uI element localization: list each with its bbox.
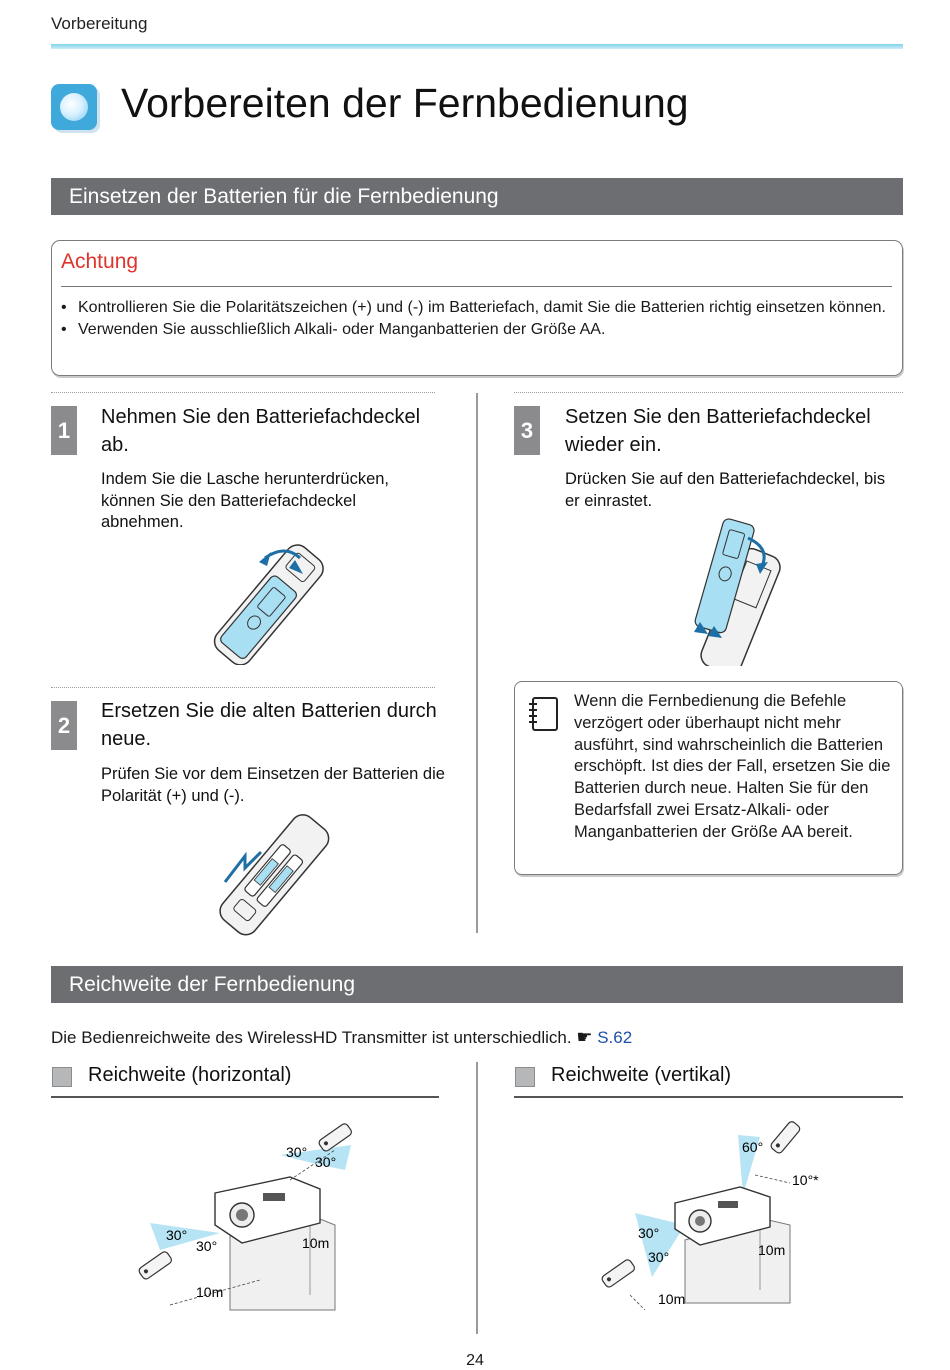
horizontal-distance-label: 10m (196, 1284, 224, 1300)
step-number-badge: 2 (51, 701, 77, 750)
horizontal-range-diagram (120, 1115, 380, 1320)
step-heading: Setzen Sie den Batteriefachdeckel wieder ein. (565, 406, 871, 456)
page-reference-link[interactable]: S.62 (597, 1028, 633, 1047)
subheading-horizontal: Reichweite (horizontal) (88, 1064, 292, 1086)
running-header: Vorbereitung (51, 14, 148, 33)
header-rule (51, 44, 903, 49)
chapter-title: Vorbereiten der Fernbedienung (121, 80, 689, 126)
chapter-icon (51, 84, 97, 130)
subheading-rule (514, 1096, 903, 1098)
vertical-angle-label: 60° (742, 1139, 764, 1155)
caution-item: • Verwenden Sie ausschließlich Alkali- oder Manganbatterien der Größe AA. (61, 319, 896, 341)
vertical-angle-label: 30° (648, 1249, 670, 1265)
horizontal-angle-label: 30° (196, 1238, 218, 1254)
caution-title: Achtung (61, 250, 139, 273)
column-divider (476, 393, 478, 933)
page-number: 24 (466, 1352, 484, 1369)
note-box (514, 681, 903, 875)
step-heading: Nehmen Sie den Batteriefachdeckel ab. (101, 406, 421, 456)
step-body: Prüfen Sie vor dem Einsetzen der Batterien die Polarität (+) und (-). (101, 765, 445, 805)
column-divider (476, 1062, 478, 1334)
vertical-distance-label: 10m (658, 1291, 686, 1307)
step-divider (51, 687, 435, 688)
subheading-marker (52, 1067, 72, 1087)
caution-list (61, 297, 896, 340)
pointing-hand-icon: ☛ (576, 1027, 593, 1047)
step-heading: Ersetzen Sie die alten Batterien durch neue. (101, 700, 437, 750)
vertical-distance-label: 10m (758, 1242, 786, 1258)
battery-replacement-illustration (205, 812, 335, 937)
range-intro-text: Die Bedienreichweite des WirelessHD Transmitter ist unterschiedlich. (51, 1028, 572, 1047)
step-divider (51, 392, 435, 393)
notebook-icon (527, 696, 561, 734)
range-intro (51, 1027, 632, 1048)
horizontal-angle-label: 30° (166, 1227, 188, 1243)
step-number-badge: 3 (514, 406, 540, 455)
horizontal-angle-label: 30° (315, 1154, 337, 1170)
step-divider (514, 392, 903, 393)
horizontal-distance-label: 10m (302, 1235, 330, 1251)
caution-box (51, 240, 903, 376)
section-heading-batteries: Einsetzen der Batterien für die Fernbedienung (51, 178, 903, 215)
horizontal-angle-label: 30° (286, 1144, 308, 1160)
caution-item: • Kontrollieren Sie die Polaritätszeichen (+) und (-) im Batteriefach, damit Sie die Batterien richtig einsetzen können. (61, 297, 896, 319)
subheading-rule (51, 1096, 439, 1098)
caution-divider (61, 286, 892, 287)
vertical-angle-label: 10°* (792, 1172, 819, 1188)
subheading-marker (515, 1067, 535, 1087)
remote-cover-removal-illustration (205, 540, 335, 665)
step-body: Drücken Sie auf den Batteriefachdeckel, bis er einrastet. (565, 470, 886, 510)
vertical-angle-label: 30° (638, 1225, 660, 1241)
step-body: Indem Sie die Lasche herunterdrücken, können Sie den Batteriefachdeckel abnehmen. (101, 470, 390, 531)
section-heading-range: Reichweite der Fernbedienung (51, 966, 903, 1003)
note-text: Wenn die Fernbedienung die Befehle verzögert oder überhaupt nicht mehr ausführt, sind wahrscheinlich die Batterien erschöpft. Ist dies der Fall, ersetzen Sie die Batterien durch neue. Halten Sie für den Bedarfsfall zwei Ersatz-Alkali- oder Manganbatterien der Größe AA bereit. (574, 692, 891, 841)
cover-reattach-illustration (670, 518, 790, 666)
vertical-range-diagram (590, 1115, 830, 1320)
step-number-badge: 1 (51, 406, 77, 455)
subheading-vertical: Reichweite (vertikal) (551, 1064, 732, 1086)
